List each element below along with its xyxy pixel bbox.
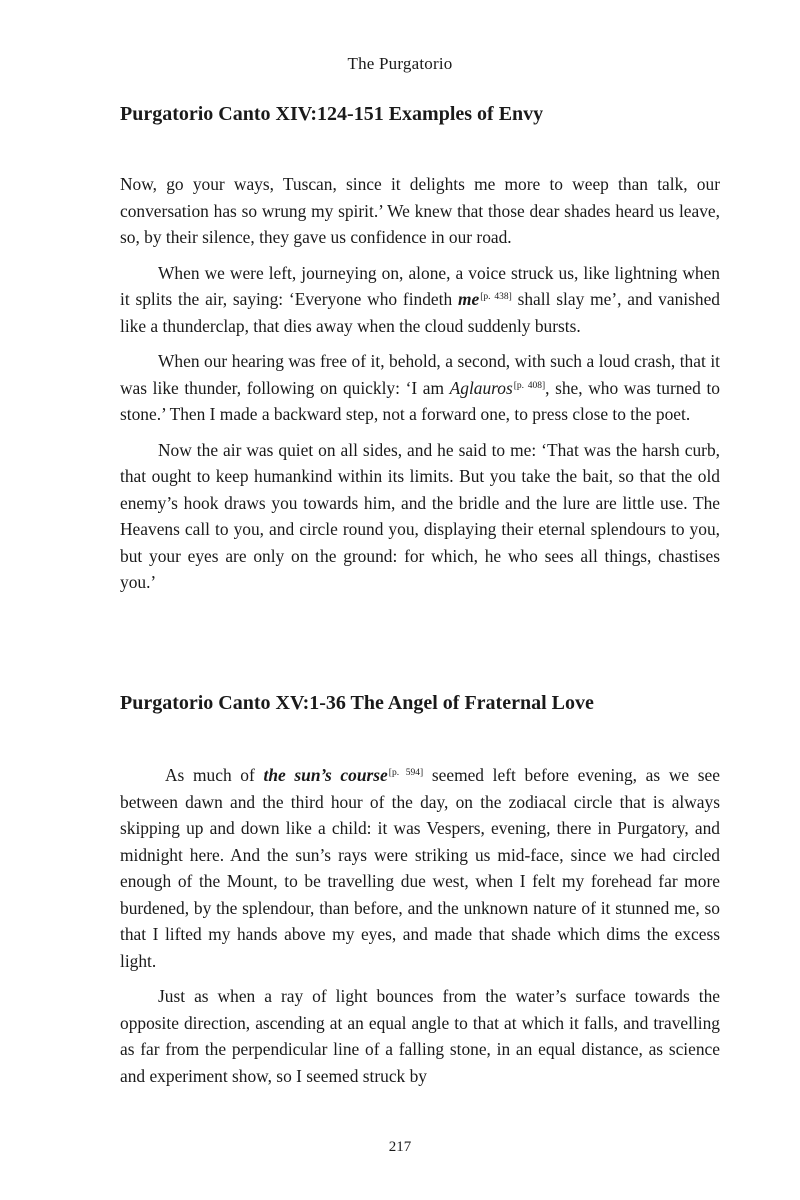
paragraph-text: seemed left before evening, as we see between dawn and the third hour of the day, on the zodiacal circle that is always skipping up and down like a child: it was Vespers, evening, there in Purgatory, and midnight here. And the sun’s rays were striking us mid-face, since we had circled enough of the Mount, to be travelling due west, when I felt my forehead far more burdened, by the splendour, than before, and the unknown nature of it stunned me, so that I lifted my hands above my eyes, and made that shade which dims the excess light.	[120, 765, 720, 971]
paragraph-text: , she, who was turned to stone.’ Then I made a backward step, not a forward one, to press close to the poet.	[120, 377, 720, 424]
section-body-canto-xiv	[120, 171, 720, 605]
page-reference-link[interactable]: [p. 438]	[480, 292, 512, 302]
paragraph	[120, 348, 720, 428]
emphasized-phrase: the sun’s course	[263, 765, 388, 785]
paragraph: Now the air was quiet on all sides, and he said to me: ‘That was the harsh curb, that ought to keep humankind within its limits. But you take the bait, so that the old enemy’s hook draws you towards him, and the bridle and the lure are little use. The Heavens call to you, and circle round you, displaying their eternal splendours to you, but your eyes are only on the ground: for which, he who sees all things, chastises you.’	[120, 439, 720, 592]
section-heading-canto-xiv: Purgatorio Canto XIV:124-151 Examples of Envy	[120, 103, 544, 125]
paragraph: Now, go your ways, Tuscan, since it delights me more to weep than talk, our conversation has so wrung my spirit.’ We knew that those dear shades heard us leave, so, by their silence, they gave us confidence in our road.	[120, 174, 720, 247]
paragraph-text: shall slay me’, and vanished like a thunderclap, that dies away when the cloud suddenly bursts.	[120, 289, 721, 336]
paragraph-text: When our hearing was free of it, behold, a second, with such a loud crash, that it was like thunder, following on quickly: ‘I am	[120, 351, 720, 398]
section-heading-canto-xv: Purgatorio Canto XV:1-36 The Angel of Fraternal Love	[120, 692, 594, 714]
paragraph	[120, 260, 720, 340]
page-number: 217	[388, 1139, 412, 1155]
emphasized-word: Aglauros	[449, 377, 513, 398]
emphasized-word: me	[457, 289, 480, 309]
section-body-canto-xv	[120, 762, 720, 1098]
paragraph	[120, 762, 720, 974]
page-reference-link[interactable]: [p. 594]	[388, 768, 424, 778]
paragraph-text: As much of	[165, 765, 264, 785]
running-head: The Purgatorio	[347, 54, 453, 73]
paragraph-text: When we were left, journeying on, alone, a voice struck us, like lightning when it splits the air, saying: ‘Everyone who findeth	[120, 262, 720, 309]
paragraph: Just as when a ray of light bounces from the water’s surface towards the opposite direction, ascending at an equal angle to that at which it falls, and travelling as far from the perpendicular line of a falling stone, in an equal distance, as science and experiment show, so I seemed struck by	[120, 986, 720, 1086]
page-reference-link[interactable]: [p. 408]	[513, 380, 546, 391]
